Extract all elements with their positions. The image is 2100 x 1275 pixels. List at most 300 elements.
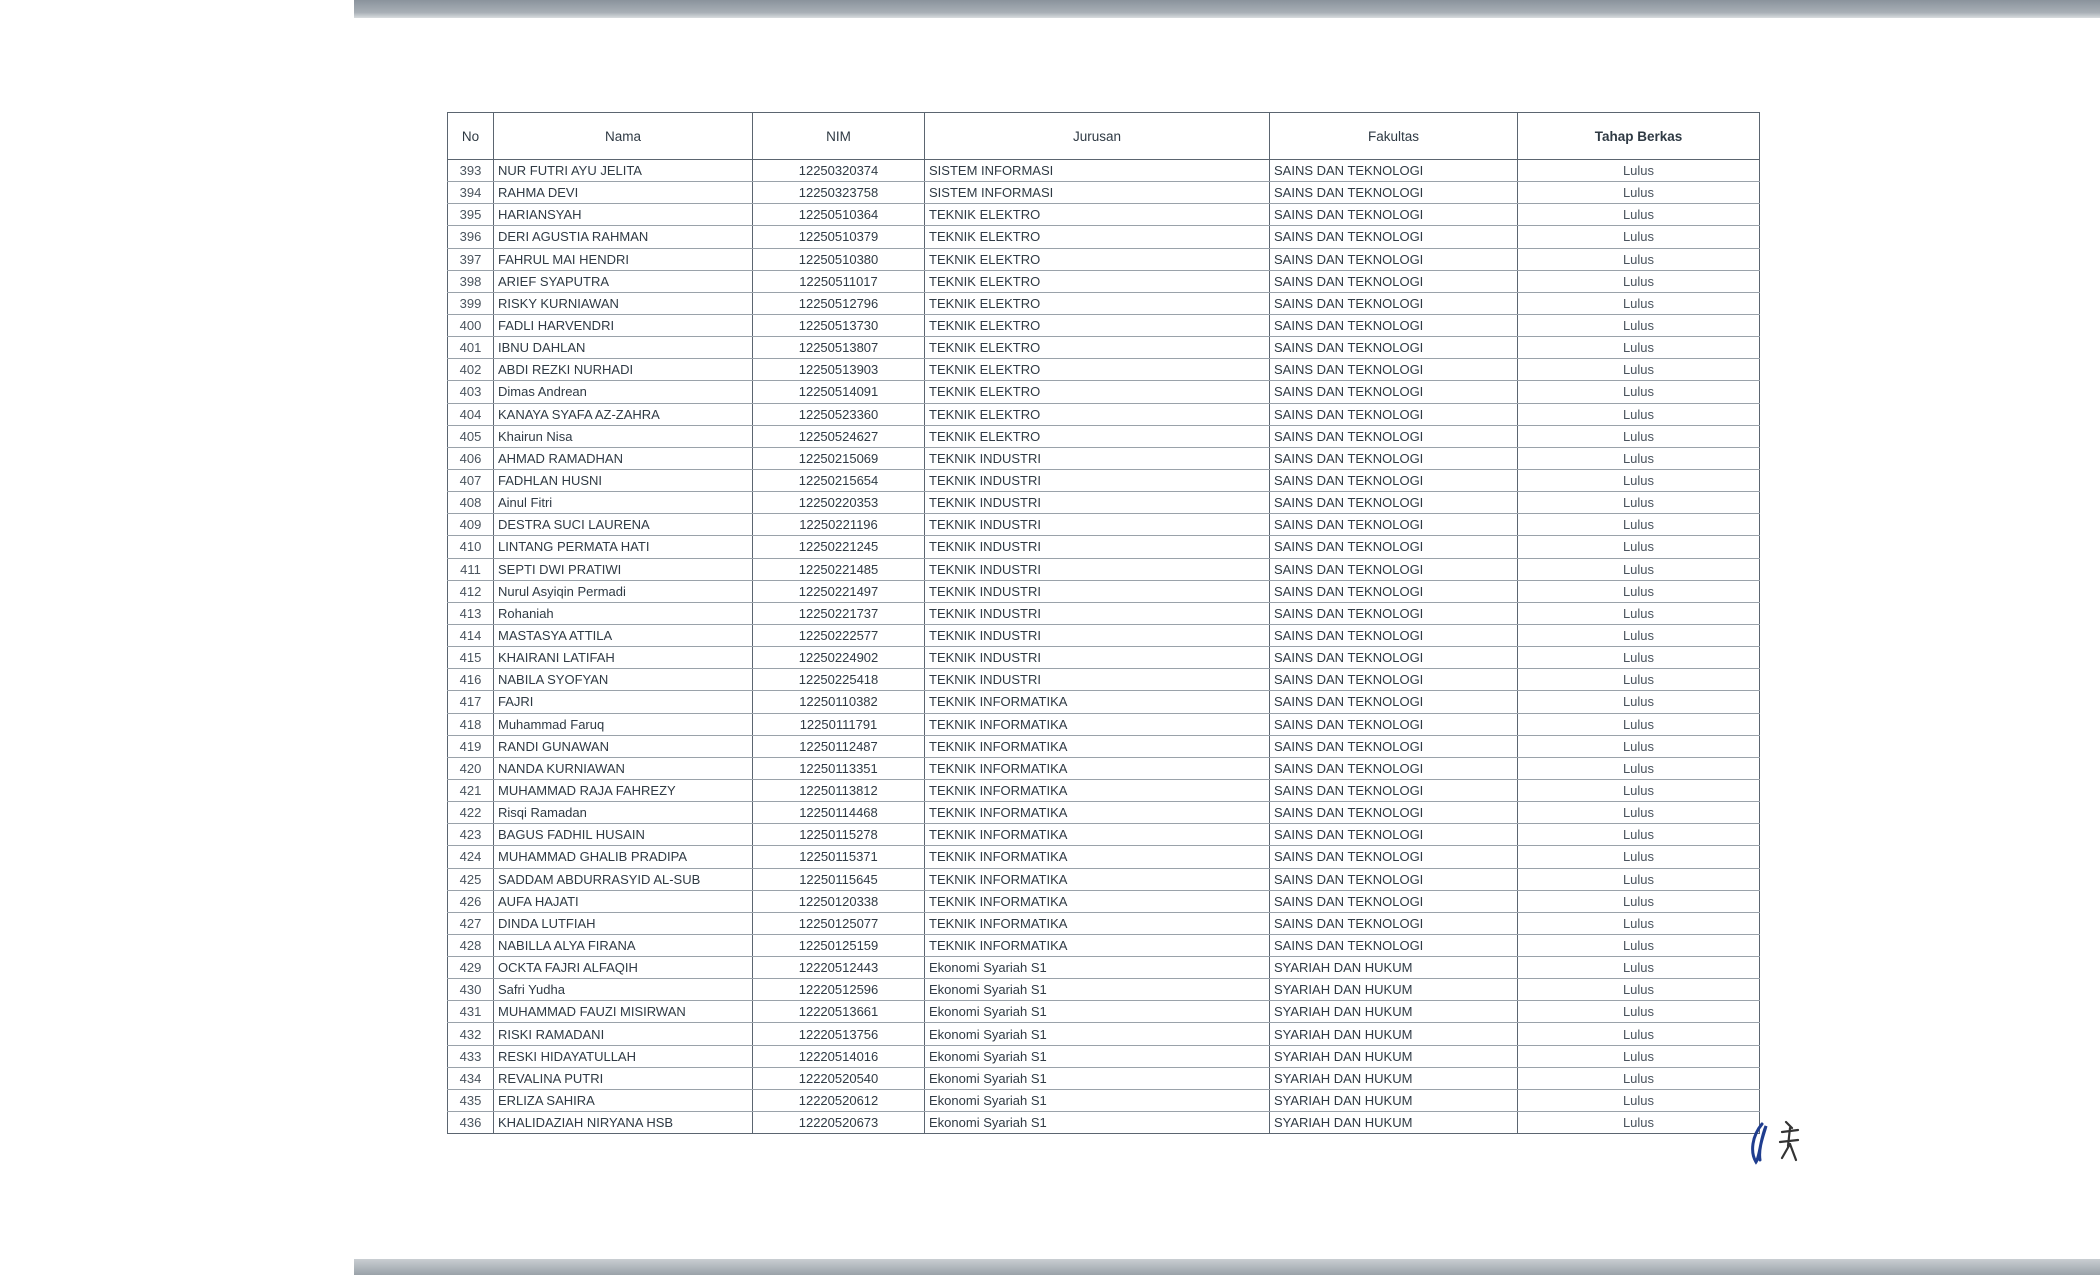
cell-nama: REVALINA PUTRI [494,1067,753,1089]
cell-nama: ABDI REZKI NURHADI [494,359,753,381]
cell-jurusan: TEKNIK INDUSTRI [925,647,1270,669]
header-nim: NIM [753,113,925,160]
cell-jurusan: TEKNIK ELEKTRO [925,314,1270,336]
cell-tahap-berkas: Lulus [1518,536,1760,558]
cell-nim: 12250221485 [753,558,925,580]
cell-nim: 12250512796 [753,292,925,314]
cell-nim: 12220512443 [753,957,925,979]
cell-nim: 12250112487 [753,735,925,757]
cell-fakultas: SAINS DAN TEKNOLOGI [1270,691,1518,713]
cell-nim: 12250510380 [753,248,925,270]
table-row [448,934,1760,956]
cell-tahap-berkas: Lulus [1518,1112,1760,1134]
cell-jurusan: TEKNIK ELEKTRO [925,248,1270,270]
cell-no: 398 [448,270,494,292]
table-row [448,779,1760,801]
cell-nama: DESTRA SUCI LAURENA [494,514,753,536]
cell-fakultas: SYARIAH DAN HUKUM [1270,1001,1518,1023]
cell-no: 402 [448,359,494,381]
cell-jurusan: TEKNIK INDUSTRI [925,492,1270,514]
cell-nim: 12220520673 [753,1112,925,1134]
cell-tahap-berkas: Lulus [1518,226,1760,248]
cell-no: 425 [448,868,494,890]
cell-nama: RANDI GUNAWAN [494,735,753,757]
cell-nim: 12250215654 [753,469,925,491]
cell-fakultas: SYARIAH DAN HUKUM [1270,1089,1518,1111]
cell-nama: RAHMA DEVI [494,182,753,204]
cell-no: 426 [448,890,494,912]
cell-nim: 12250113351 [753,757,925,779]
cell-fakultas: SAINS DAN TEKNOLOGI [1270,934,1518,956]
cell-nama: KHALIDAZIAH NIRYANA HSB [494,1112,753,1134]
cell-tahap-berkas: Lulus [1518,1089,1760,1111]
cell-nama: KHAIRANI LATIFAH [494,647,753,669]
cell-nim: 12250222577 [753,624,925,646]
cell-tahap-berkas: Lulus [1518,381,1760,403]
cell-nama: Nurul Asyiqin Permadi [494,580,753,602]
cell-fakultas: SAINS DAN TEKNOLOGI [1270,824,1518,846]
cell-nim: 12250114468 [753,802,925,824]
cell-fakultas: SAINS DAN TEKNOLOGI [1270,846,1518,868]
cell-fakultas: SAINS DAN TEKNOLOGI [1270,890,1518,912]
cell-fakultas: SAINS DAN TEKNOLOGI [1270,802,1518,824]
cell-jurusan: TEKNIK INDUSTRI [925,558,1270,580]
table-row [448,824,1760,846]
cell-jurusan: TEKNIK INDUSTRI [925,447,1270,469]
cell-no: 416 [448,669,494,691]
cell-jurusan: Ekonomi Syariah S1 [925,1112,1270,1134]
table-row [448,735,1760,757]
cell-tahap-berkas: Lulus [1518,204,1760,226]
table-row [448,248,1760,270]
cell-no: 424 [448,846,494,868]
cell-nama: MASTASYA ATTILA [494,624,753,646]
cell-no: 418 [448,713,494,735]
cell-tahap-berkas: Lulus [1518,846,1760,868]
cell-fakultas: SAINS DAN TEKNOLOGI [1270,757,1518,779]
table-row [448,337,1760,359]
cell-tahap-berkas: Lulus [1518,292,1760,314]
cell-jurusan: TEKNIK INDUSTRI [925,514,1270,536]
cell-tahap-berkas: Lulus [1518,802,1760,824]
cell-nama: Safri Yudha [494,979,753,1001]
cell-fakultas: SAINS DAN TEKNOLOGI [1270,735,1518,757]
cell-nim: 12220513661 [753,1001,925,1023]
table-row [448,669,1760,691]
table-row [448,691,1760,713]
cell-tahap-berkas: Lulus [1518,514,1760,536]
cell-fakultas: SAINS DAN TEKNOLOGI [1270,403,1518,425]
cell-nama: KANAYA SYAFA AZ-ZAHRA [494,403,753,425]
cell-nim: 12250320374 [753,160,925,182]
cell-nama: Rohaniah [494,602,753,624]
cell-tahap-berkas: Lulus [1518,558,1760,580]
cell-jurusan: TEKNIK INFORMATIKA [925,713,1270,735]
table-row [448,1045,1760,1067]
cell-jurusan: SISTEM INFORMASI [925,160,1270,182]
table-row [448,1112,1760,1134]
cell-fakultas: SAINS DAN TEKNOLOGI [1270,182,1518,204]
cell-nim: 12220520612 [753,1089,925,1111]
cell-no: 406 [448,447,494,469]
table-row [448,647,1760,669]
cell-no: 419 [448,735,494,757]
cell-jurusan: Ekonomi Syariah S1 [925,1001,1270,1023]
cell-no: 401 [448,337,494,359]
cell-nama: Dimas Andrean [494,381,753,403]
cell-fakultas: SAINS DAN TEKNOLOGI [1270,337,1518,359]
cell-nim: 12220513756 [753,1023,925,1045]
table-row [448,1089,1760,1111]
cell-jurusan: TEKNIK INFORMATIKA [925,824,1270,846]
cell-fakultas: SAINS DAN TEKNOLOGI [1270,270,1518,292]
cell-no: 427 [448,912,494,934]
cell-fakultas: SAINS DAN TEKNOLOGI [1270,647,1518,669]
cell-nama: RISKI RAMADANI [494,1023,753,1045]
cell-tahap-berkas: Lulus [1518,669,1760,691]
table-row [448,425,1760,447]
cell-jurusan: TEKNIK ELEKTRO [925,226,1270,248]
table-header-row [448,113,1760,160]
cell-jurusan: TEKNIK INFORMATIKA [925,735,1270,757]
cell-no: 421 [448,779,494,801]
cell-nim: 12250120338 [753,890,925,912]
cell-jurusan: Ekonomi Syariah S1 [925,1023,1270,1045]
cell-tahap-berkas: Lulus [1518,1023,1760,1045]
cell-tahap-berkas: Lulus [1518,160,1760,182]
cell-tahap-berkas: Lulus [1518,868,1760,890]
cell-fakultas: SAINS DAN TEKNOLOGI [1270,160,1518,182]
cell-nama: Muhammad Faruq [494,713,753,735]
cell-jurusan: TEKNIK INFORMATIKA [925,802,1270,824]
cell-tahap-berkas: Lulus [1518,957,1760,979]
cell-fakultas: SAINS DAN TEKNOLOGI [1270,314,1518,336]
table-row [448,868,1760,890]
cell-nim: 12220514016 [753,1045,925,1067]
cell-jurusan: TEKNIK ELEKTRO [925,403,1270,425]
cell-no: 394 [448,182,494,204]
cell-nim: 12250221196 [753,514,925,536]
document-page [354,18,2100,1259]
header-jurusan: Jurusan [925,113,1270,160]
cell-nama: Khairun Nisa [494,425,753,447]
cell-jurusan: TEKNIK INDUSTRI [925,669,1270,691]
cell-fakultas: SAINS DAN TEKNOLOGI [1270,779,1518,801]
table-row [448,912,1760,934]
cell-no: 403 [448,381,494,403]
cell-nim: 12250511017 [753,270,925,292]
cell-tahap-berkas: Lulus [1518,337,1760,359]
cell-nim: 12250514091 [753,381,925,403]
cell-jurusan: TEKNIK INFORMATIKA [925,779,1270,801]
cell-nim: 12250221497 [753,580,925,602]
cell-nama: Ainul Fitri [494,492,753,514]
cell-nim: 12250524627 [753,425,925,447]
cell-jurusan: TEKNIK INFORMATIKA [925,691,1270,713]
cell-jurusan: TEKNIK INDUSTRI [925,536,1270,558]
cell-jurusan: TEKNIK INDUSTRI [925,624,1270,646]
cell-fakultas: SAINS DAN TEKNOLOGI [1270,536,1518,558]
cell-jurusan: TEKNIK INFORMATIKA [925,846,1270,868]
cell-tahap-berkas: Lulus [1518,691,1760,713]
cell-fakultas: SYARIAH DAN HUKUM [1270,979,1518,1001]
cell-tahap-berkas: Lulus [1518,248,1760,270]
cell-nama: DERI AGUSTIA RAHMAN [494,226,753,248]
table-row [448,713,1760,735]
table-row [448,359,1760,381]
cell-tahap-berkas: Lulus [1518,779,1760,801]
cell-nim: 12250221245 [753,536,925,558]
cell-nama: Risqi Ramadan [494,802,753,824]
cell-jurusan: TEKNIK INFORMATIKA [925,890,1270,912]
cell-jurusan: TEKNIK ELEKTRO [925,337,1270,359]
cell-nim: 12250323758 [753,182,925,204]
cell-tahap-berkas: Lulus [1518,824,1760,846]
scan-border-top [354,0,2100,18]
cell-jurusan: TEKNIK INFORMATIKA [925,912,1270,934]
cell-nim: 12250224902 [753,647,925,669]
cell-jurusan: Ekonomi Syariah S1 [925,1067,1270,1089]
cell-jurusan: TEKNIK INDUSTRI [925,469,1270,491]
cell-tahap-berkas: Lulus [1518,934,1760,956]
cell-no: 417 [448,691,494,713]
cell-jurusan: TEKNIK ELEKTRO [925,425,1270,447]
cell-nama: SEPTI DWI PRATIWI [494,558,753,580]
cell-tahap-berkas: Lulus [1518,647,1760,669]
cell-nim: 12250111791 [753,713,925,735]
cell-jurusan: TEKNIK INFORMATIKA [925,757,1270,779]
cell-no: 423 [448,824,494,846]
cell-no: 405 [448,425,494,447]
table-row [448,558,1760,580]
cell-nim: 12250125077 [753,912,925,934]
cell-no: 400 [448,314,494,336]
cell-jurusan: TEKNIK INDUSTRI [925,580,1270,602]
cell-nama: ARIEF SYAPUTRA [494,270,753,292]
cell-fakultas: SYARIAH DAN HUKUM [1270,1023,1518,1045]
cell-nama: MUHAMMAD RAJA FAHREZY [494,779,753,801]
cell-no: 432 [448,1023,494,1045]
cell-no: 428 [448,934,494,956]
cell-tahap-berkas: Lulus [1518,469,1760,491]
cell-fakultas: SAINS DAN TEKNOLOGI [1270,624,1518,646]
cell-jurusan: TEKNIK INFORMATIKA [925,934,1270,956]
cell-jurusan: TEKNIK ELEKTRO [925,359,1270,381]
cell-nama: FADLI HARVENDRI [494,314,753,336]
cell-nim: 12250225418 [753,669,925,691]
cell-no: 414 [448,624,494,646]
cell-nim: 12250513903 [753,359,925,381]
cell-fakultas: SAINS DAN TEKNOLOGI [1270,492,1518,514]
cell-nama: FAHRUL MAI HENDRI [494,248,753,270]
cell-no: 413 [448,602,494,624]
cell-no: 435 [448,1089,494,1111]
cell-jurusan: TEKNIK ELEKTRO [925,292,1270,314]
cell-jurusan: TEKNIK INDUSTRI [925,602,1270,624]
table-body [448,160,1760,1134]
cell-no: 436 [448,1112,494,1134]
table-row [448,1001,1760,1023]
cell-no: 395 [448,204,494,226]
cell-nim: 12250510364 [753,204,925,226]
signature-initials [1746,1118,1806,1168]
cell-nama: AHMAD RAMADHAN [494,447,753,469]
cell-fakultas: SAINS DAN TEKNOLOGI [1270,248,1518,270]
table-row [448,447,1760,469]
cell-nim: 12250113812 [753,779,925,801]
cell-fakultas: SYARIAH DAN HUKUM [1270,1067,1518,1089]
table-row [448,624,1760,646]
table-row [448,580,1760,602]
cell-nama: HARIANSYAH [494,204,753,226]
header-fakultas: Fakultas [1270,113,1518,160]
table-row [448,890,1760,912]
cell-nim: 12250115645 [753,868,925,890]
cell-nim: 12250510379 [753,226,925,248]
table-row [448,979,1760,1001]
cell-tahap-berkas: Lulus [1518,359,1760,381]
cell-tahap-berkas: Lulus [1518,624,1760,646]
cell-no: 430 [448,979,494,1001]
cell-nama: IBNU DAHLAN [494,337,753,359]
cell-tahap-berkas: Lulus [1518,403,1760,425]
cell-tahap-berkas: Lulus [1518,979,1760,1001]
cell-tahap-berkas: Lulus [1518,735,1760,757]
cell-no: 408 [448,492,494,514]
cell-nim: 12250115278 [753,824,925,846]
table-row [448,160,1760,182]
cell-nama: FADHLAN HUSNI [494,469,753,491]
cell-no: 433 [448,1045,494,1067]
cell-nama: LINTANG PERMATA HATI [494,536,753,558]
cell-fakultas: SAINS DAN TEKNOLOGI [1270,226,1518,248]
cell-no: 422 [448,802,494,824]
table-row [448,802,1760,824]
table-row [448,226,1760,248]
cell-nama: NUR FUTRI AYU JELITA [494,160,753,182]
table-row [448,1067,1760,1089]
table-row [448,957,1760,979]
cell-jurusan: TEKNIK ELEKTRO [925,204,1270,226]
header-no: No [448,113,494,160]
scan-border-bottom [354,1259,2100,1275]
cell-nim: 12250513807 [753,337,925,359]
cell-nama: DINDA LUTFIAH [494,912,753,934]
cell-nim: 12250220353 [753,492,925,514]
table-row [448,314,1760,336]
cell-nama: AUFA HAJATI [494,890,753,912]
cell-nama: NABILA SYOFYAN [494,669,753,691]
admission-results-table [447,112,1760,1134]
cell-jurusan: Ekonomi Syariah S1 [925,1045,1270,1067]
table-row [448,1023,1760,1045]
table-row [448,757,1760,779]
cell-jurusan: Ekonomi Syariah S1 [925,1089,1270,1111]
cell-fakultas: SAINS DAN TEKNOLOGI [1270,447,1518,469]
cell-fakultas: SAINS DAN TEKNOLOGI [1270,292,1518,314]
cell-tahap-berkas: Lulus [1518,757,1760,779]
cell-no: 404 [448,403,494,425]
cell-tahap-berkas: Lulus [1518,580,1760,602]
cell-no: 431 [448,1001,494,1023]
cell-nama: OCKTA FAJRI ALFAQIH [494,957,753,979]
cell-nama: FAJRI [494,691,753,713]
cell-no: 407 [448,469,494,491]
table-row [448,182,1760,204]
cell-nim: 12250215069 [753,447,925,469]
cell-nama: BAGUS FADHIL HUSAIN [494,824,753,846]
cell-jurusan: SISTEM INFORMASI [925,182,1270,204]
cell-fakultas: SAINS DAN TEKNOLOGI [1270,868,1518,890]
cell-no: 429 [448,957,494,979]
cell-tahap-berkas: Lulus [1518,182,1760,204]
cell-jurusan: Ekonomi Syariah S1 [925,979,1270,1001]
table-row [448,536,1760,558]
cell-fakultas: SAINS DAN TEKNOLOGI [1270,713,1518,735]
cell-tahap-berkas: Lulus [1518,270,1760,292]
cell-tahap-berkas: Lulus [1518,713,1760,735]
cell-nama: NABILLA ALYA FIRANA [494,934,753,956]
cell-fakultas: SAINS DAN TEKNOLOGI [1270,359,1518,381]
cell-tahap-berkas: Lulus [1518,314,1760,336]
cell-nim: 12220512596 [753,979,925,1001]
cell-nim: 12250125159 [753,934,925,956]
cell-tahap-berkas: Lulus [1518,602,1760,624]
cell-no: 399 [448,292,494,314]
table-row [448,846,1760,868]
cell-no: 397 [448,248,494,270]
cell-no: 409 [448,514,494,536]
cell-fakultas: SYARIAH DAN HUKUM [1270,957,1518,979]
table-row [448,492,1760,514]
cell-tahap-berkas: Lulus [1518,1067,1760,1089]
table-row [448,381,1760,403]
cell-fakultas: SAINS DAN TEKNOLOGI [1270,469,1518,491]
cell-nama: SADDAM ABDURRASYID AL-SUB [494,868,753,890]
cell-fakultas: SAINS DAN TEKNOLOGI [1270,204,1518,226]
cell-nama: MUHAMMAD FAUZI MISIRWAN [494,1001,753,1023]
cell-fakultas: SYARIAH DAN HUKUM [1270,1112,1518,1134]
cell-fakultas: SAINS DAN TEKNOLOGI [1270,912,1518,934]
cell-nim: 12250513730 [753,314,925,336]
cell-fakultas: SAINS DAN TEKNOLOGI [1270,381,1518,403]
cell-tahap-berkas: Lulus [1518,912,1760,934]
cell-fakultas: SAINS DAN TEKNOLOGI [1270,425,1518,447]
cell-tahap-berkas: Lulus [1518,1001,1760,1023]
cell-jurusan: Ekonomi Syariah S1 [925,957,1270,979]
cell-no: 412 [448,580,494,602]
cell-no: 411 [448,558,494,580]
cell-no: 434 [448,1067,494,1089]
cell-nama: RISKY KURNIAWAN [494,292,753,314]
cell-fakultas: SAINS DAN TEKNOLOGI [1270,514,1518,536]
cell-no: 415 [448,647,494,669]
cell-nim: 12250115371 [753,846,925,868]
cell-nama: RESKI HIDAYATULLAH [494,1045,753,1067]
cell-tahap-berkas: Lulus [1518,425,1760,447]
table-row [448,469,1760,491]
table-row [448,270,1760,292]
cell-nim: 12220520540 [753,1067,925,1089]
table-row [448,602,1760,624]
table-row [448,204,1760,226]
cell-no: 396 [448,226,494,248]
table-row [448,514,1760,536]
cell-jurusan: TEKNIK ELEKTRO [925,270,1270,292]
header-nama: Nama [494,113,753,160]
cell-nim: 12250221737 [753,602,925,624]
cell-nim: 12250523360 [753,403,925,425]
